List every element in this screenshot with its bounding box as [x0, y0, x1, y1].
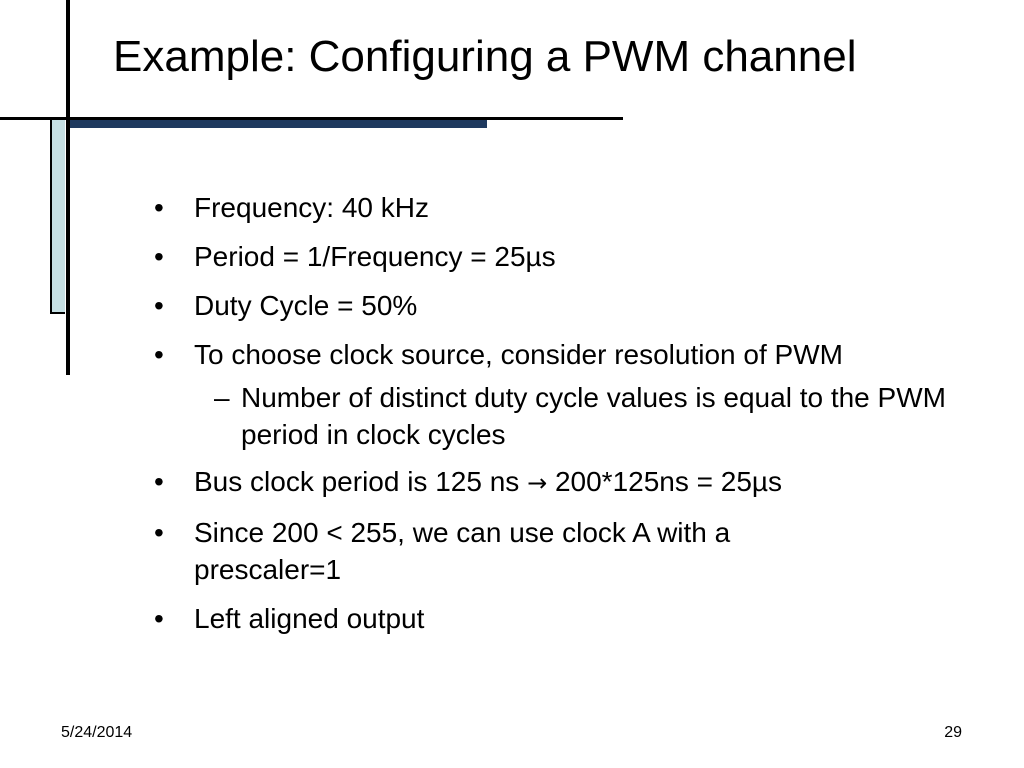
accent-bar-blue — [70, 120, 487, 128]
footer-date: 5/24/2014 — [61, 724, 133, 741]
bullet-text-after: 200*125ns = 25µs — [547, 466, 783, 497]
bullet-text: Duty Cycle = 50% — [194, 290, 418, 321]
right-arrow-icon: → — [527, 469, 548, 497]
slide-title: Example: Configuring a PWM channel — [113, 32, 857, 81]
bullet-item — [154, 600, 1004, 637]
accent-bar-teal — [50, 120, 65, 314]
frame-vertical-line — [66, 0, 70, 375]
bullet-marker: • — [154, 241, 164, 272]
bullet-item — [154, 238, 1004, 275]
bullet-list — [154, 189, 1004, 649]
bullet-text: Period = 1/Frequency = 25µs — [194, 241, 556, 272]
bullet-marker: • — [154, 192, 164, 223]
bullet-item — [154, 189, 1004, 226]
bullet-marker: • — [154, 290, 164, 321]
bullet-marker: • — [154, 339, 164, 370]
bullet-marker: • — [154, 603, 164, 634]
bullet-marker: • — [154, 517, 164, 548]
bullet-item — [154, 287, 1004, 324]
bullet-marker: • — [154, 466, 164, 497]
bullet-text-before: Bus clock period is 125 ns — [194, 466, 528, 497]
bullet-item — [154, 336, 1004, 373]
bullet-text: Left aligned output — [194, 603, 425, 634]
bullet-text: Frequency: 40 kHz — [194, 192, 429, 223]
page-number: 29 — [944, 724, 962, 741]
bullet-item — [154, 514, 1004, 588]
sub-bullet-text: Number of distinct duty cycle values is equal to the PWM period in clock cycles — [241, 382, 946, 450]
bullet-text: Since 200 < 255, we can use clock A with a prescaler=1 — [194, 517, 731, 585]
bullet-text: To choose clock source, consider resolution of PWM — [194, 339, 843, 370]
sub-bullet-marker: – — [214, 382, 230, 413]
bullet-item — [154, 463, 1004, 502]
sub-bullet-item — [214, 379, 1004, 453]
